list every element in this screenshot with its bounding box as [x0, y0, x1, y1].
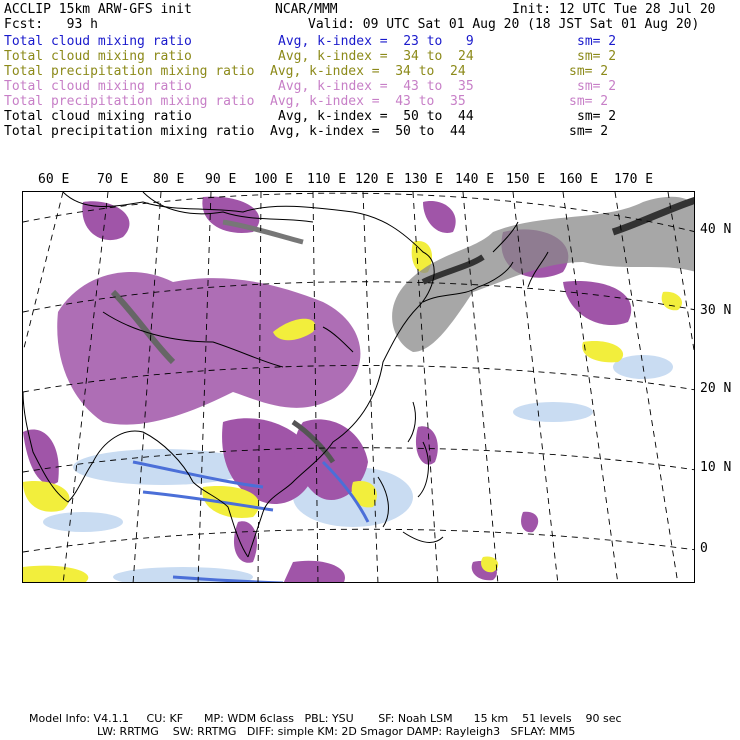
legend-row-1-avg: Avg, k-index = 23 to 9 [278, 34, 474, 49]
lat-label: 40 N [700, 222, 732, 237]
legend-row-6-name: Total cloud mixing ratio [4, 109, 192, 124]
lat-label: 10 N [700, 460, 732, 475]
lon-label: 160 E [559, 172, 599, 187]
legend-row-1-name: Total cloud mixing ratio [4, 34, 192, 49]
lon-label: 120 E [355, 172, 395, 187]
organization: NCAR/MMM [275, 2, 338, 17]
legend-row-2-avg: Avg, k-index = 34 to 24 [278, 49, 474, 64]
lon-label: 110 E [307, 172, 347, 187]
legend-row-5-avg: Avg, k-index = 43 to 35 [270, 94, 466, 109]
lon-label: 170 E [614, 172, 654, 187]
legend-row-5-sm: sm= 2 [569, 94, 609, 109]
legend-row-2-name: Total cloud mixing ratio [4, 49, 192, 64]
legend-row-4-name: Total cloud mixing ratio [4, 79, 192, 94]
lon-label: 100 E [254, 172, 294, 187]
legend-row-5-name: Total precipitation mixing ratio [4, 94, 255, 109]
legend-row-1-sm: sm= 2 [577, 34, 617, 49]
lon-label: 150 E [506, 172, 546, 187]
model-title: ACCLIP 15km ARW-GFS init [4, 2, 192, 17]
legend-row-6-sm: sm= 2 [577, 109, 617, 124]
legend-row-4-avg: Avg, k-index = 43 to 35 [278, 79, 474, 94]
legend-row-4-sm: sm= 2 [577, 79, 617, 94]
forecast-hour: Fcst: 93 h [4, 17, 98, 32]
lat-label: 0 [700, 541, 708, 556]
model-info-line-1: Model Info: V4.1.1 CU: KF MP: WDM 6class PBL: YSU SF: Noah LSM 15 km 51 levels 90 sec [29, 712, 622, 725]
lon-label: 80 E [153, 172, 185, 187]
map-canvas [23, 192, 695, 583]
legend-row-2-sm: sm= 2 [577, 49, 617, 64]
lon-label: 130 E [404, 172, 444, 187]
valid-time: Valid: 09 UTC Sat 01 Aug 20 (18 JST Sat 01 Aug 20) [308, 17, 700, 32]
model-info-line-2: LW: RRTMG SW: RRTMG DIFF: simple KM: 2D Smagor DAMP: Rayleigh3 SFLAY: MM5 [97, 725, 576, 738]
legend-row-7-name: Total precipitation mixing ratio [4, 124, 255, 139]
legend-row-3-avg: Avg, k-index = 34 to 24 [270, 64, 466, 79]
lon-label: 70 E [97, 172, 129, 187]
legend-row-7-sm: sm= 2 [569, 124, 609, 139]
forecast-map [22, 191, 695, 583]
lon-label: 60 E [38, 172, 70, 187]
lat-label: 30 N [700, 303, 732, 318]
legend-row-7-avg: Avg, k-index = 50 to 44 [270, 124, 466, 139]
init-time: Init: 12 UTC Tue 28 Jul 20 [512, 2, 716, 17]
legend-row-3-sm: sm= 2 [569, 64, 609, 79]
lon-label: 140 E [455, 172, 495, 187]
legend-row-6-avg: Avg, k-index = 50 to 44 [278, 109, 474, 124]
lat-label: 20 N [700, 381, 732, 396]
lon-label: 90 E [205, 172, 237, 187]
legend-row-3-name: Total precipitation mixing ratio [4, 64, 255, 79]
